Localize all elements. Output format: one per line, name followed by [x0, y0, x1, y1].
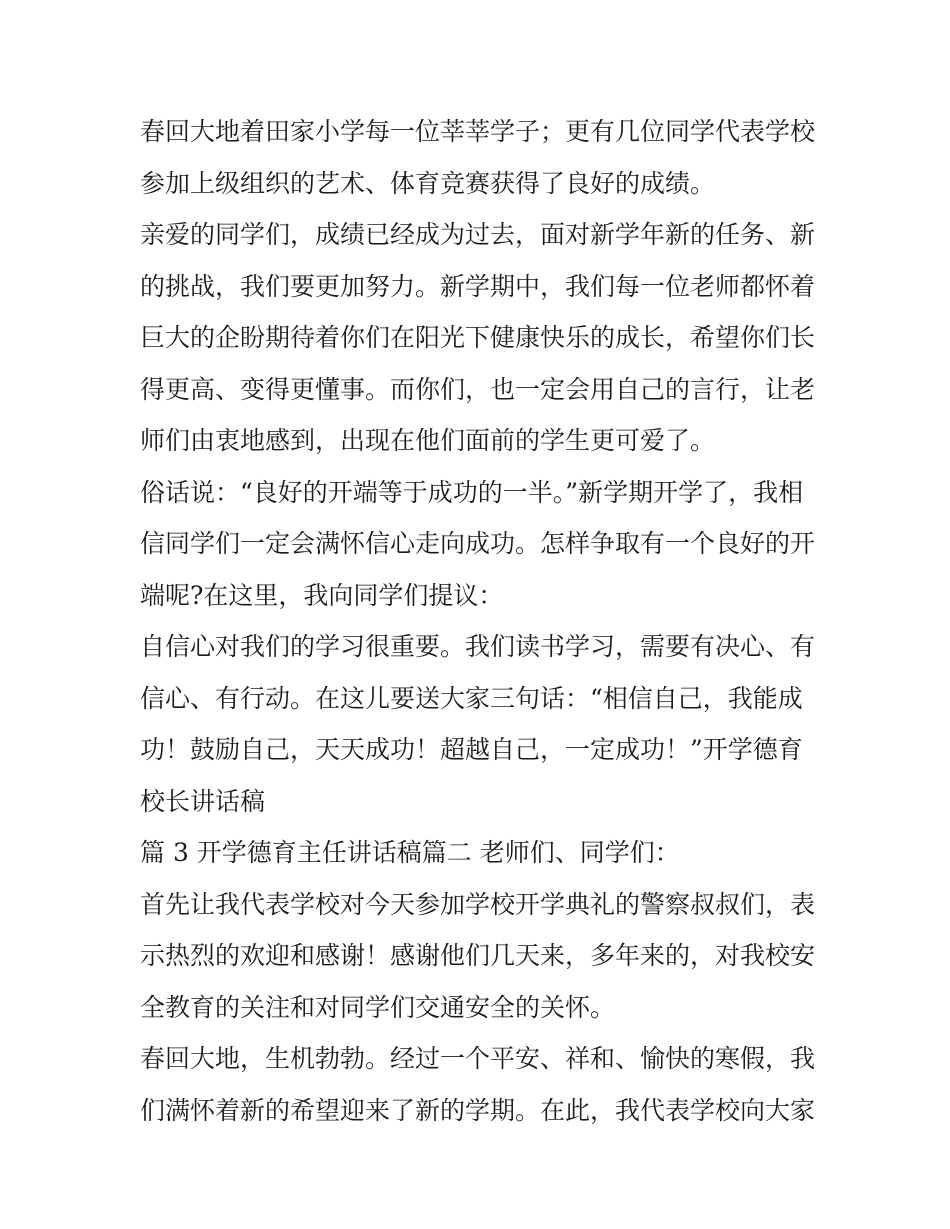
text-line: 们满怀着新的希望迎来了新的学期。在此，我代表学校向大家 — [140, 1095, 816, 1125]
text-line: 校长讲话稿 — [140, 786, 266, 816]
text-line: 巨大的企盼期待着你们在阳光下健康快乐的成长，希望你们长 — [140, 323, 816, 352]
text-line: 功！鼓励自己，天天成功！超越自己，一定成功！”开学德育 — [140, 735, 803, 764]
text-line: 全教育的关注和对同学们交通安全的关怀。 — [140, 992, 616, 1022]
text-line: 首先让我代表学校对今天参加学校开学典礼的警察叔叔们，表 — [140, 889, 816, 919]
text-line: 端呢?在这里，我向同学们提议： — [140, 580, 504, 610]
text-line: 篇 3 开学德育主任讲话稿篇二 老师们、同学们： — [140, 838, 680, 867]
text-line: 春回大地着田家小学每一位莘莘学子；更有几位同学代表学校 — [140, 117, 816, 146]
text-line: 师们由衷地感到，出现在他们面前的学生更可爱了。 — [140, 426, 716, 455]
text-line: 示热烈的欢迎和感谢！感谢他们几天来，多年来的，对我校安 — [140, 941, 816, 970]
text-line: 信同学们一定会满怀信心走向成功。怎样争取有一个良好的开 — [140, 529, 816, 558]
text-line: 的挑战，我们要更加努力。新学期中，我们每一位老师都怀着 — [140, 271, 816, 301]
text-line: 俗话说：“良好的开端等于成功的一半。”新学期开学了，我相 — [140, 477, 804, 507]
text-line: 得更高、变得更懂事。而你们，也一定会用自己的言行，让老 — [140, 374, 816, 404]
text-line: 亲爱的同学们，成绩已经成为过去，面对新学年新的任务、新 — [140, 220, 816, 249]
text-line: 信心、有行动。在这儿要送大家三句话：“相信自己，我能成 — [140, 683, 803, 713]
text-line: 参加上级组织的艺术、体育竞赛获得了良好的成绩。 — [140, 168, 716, 198]
document-page — [140, 106, 820, 1136]
text-line: 自信心对我们的学习很重要。我们读书学习，需要有决心、有 — [140, 632, 816, 661]
text-line: 春回大地，生机勃勃。经过一个平安、祥和、愉快的寒假，我 — [140, 1044, 816, 1073]
